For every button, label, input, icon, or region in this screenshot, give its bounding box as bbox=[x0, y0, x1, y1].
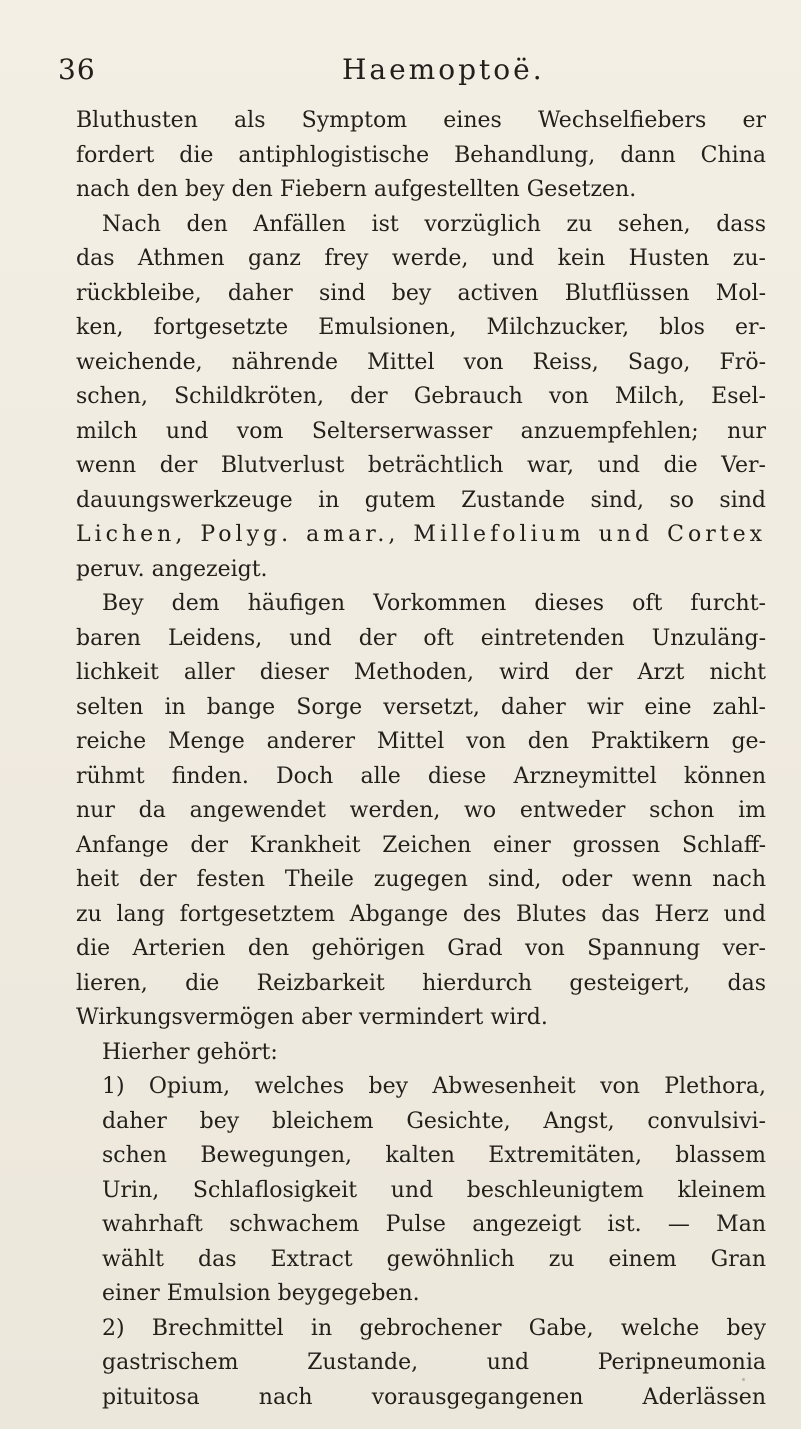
text-line: daher bey bleichem Gesichte, Angst, convulsivi- bbox=[102, 1108, 766, 1134]
text-line: Lichen, Polyg. amar., Millefolium und Cortex bbox=[76, 522, 766, 547]
text-line: lichkeit aller dieser Methoden, wird der Arzt nicht bbox=[76, 660, 766, 685]
text-line: Hierher gehört: bbox=[102, 1039, 278, 1065]
text-line: rückbleibe, daher sind bey activen Blutflüssen Mol- bbox=[76, 280, 766, 306]
running-head: Haemoptoë. bbox=[342, 53, 545, 86]
text-line: lieren, die Reizbarkeit hierdurch gesteigert, das bbox=[76, 970, 766, 996]
text-line: dauungswerkzeuge in gutem Zustande sind, so sind bbox=[76, 487, 766, 513]
text-line: die Arterien den gehörigen Grad von Spannung ver- bbox=[76, 936, 766, 961]
text-line: reiche Menge anderer Mittel von den Praktikern ge- bbox=[76, 729, 766, 754]
text-line: schen Bewegungen, kalten Extremitäten, blassem bbox=[102, 1143, 766, 1168]
text-line: einer Emulsion beygegeben. bbox=[102, 1281, 420, 1306]
text-line: wählt das Extract gewöhnlich zu einem Gran bbox=[102, 1246, 766, 1272]
text-line: selten in bange Sorge versetzt, daher wir eine zahl- bbox=[76, 694, 766, 720]
text-line: wahrhaft schwachem Pulse angezeigt ist. — Man bbox=[102, 1212, 766, 1237]
page-number: 36 bbox=[58, 53, 96, 86]
text-line: rühmt finden. Doch alle diese Arzneymittel können bbox=[76, 763, 766, 789]
text-line: schen, Schildkröten, der Gebrauch von Milch, Esel- bbox=[76, 384, 766, 409]
text-line: gastrischem Zustande, und Peripneumonia bbox=[102, 1350, 766, 1375]
text-line: peruv. angezeigt. bbox=[76, 556, 268, 582]
text-line: das Athmen ganz frey werde, und kein Husten zu- bbox=[76, 246, 766, 271]
text-line: heit der festen Theile zugegen sind, oder wenn nach bbox=[76, 867, 766, 892]
text-line: Urin, Schlaflosigkeit und beschleunigtem kleinem bbox=[102, 1177, 766, 1203]
text-line: baren Leidens, und der oft eintretenden Unzuläng- bbox=[76, 625, 766, 651]
text-line: Wirkungsvermögen aber vermindert wird. bbox=[76, 1005, 548, 1030]
text-line: 1) Opium, welches bey Abwesenheit von Plethora, bbox=[102, 1074, 766, 1099]
text-line: wenn der Blutverlust beträchtlich war, und die Ver- bbox=[76, 453, 766, 478]
text-line: Nach den Anfällen ist vorzüglich zu sehen, dass bbox=[102, 211, 766, 237]
text-line: Bey dem häufigen Vorkommen dieses oft furcht- bbox=[102, 591, 766, 616]
text-line: nur da angewendet werden, wo entweder schon im bbox=[76, 798, 766, 823]
text-line: Anfange der Krankheit Zeichen einer grossen Schlaff- bbox=[76, 832, 766, 858]
text-line: Bluthusten als Symptom eines Wechselfiebers er bbox=[76, 108, 766, 133]
text-line: zu lang fortgesetztem Abgange des Blutes das Herz und bbox=[76, 901, 766, 927]
text-line: nach den bey den Fiebern aufgestellten Gesetzen. bbox=[76, 177, 637, 202]
text-line: ken, fortgesetzte Emulsionen, Milchzucker, blos er- bbox=[76, 315, 766, 340]
text-line: milch und vom Selterserwasser anzuempfehlen; nur bbox=[76, 418, 766, 444]
paper-speck bbox=[742, 1378, 745, 1381]
text-line: 2) Brechmittel in gebrochener Gabe, welche bey bbox=[102, 1315, 766, 1341]
body-text bbox=[76, 104, 766, 1415]
text-line: weichende, nährende Mittel von Reiss, Sago, Frö- bbox=[76, 349, 766, 375]
text-line: pituitosa nach vorausgegangenen Aderlässen bbox=[102, 1384, 766, 1410]
text-line: fordert die antiphlogistische Behandlung, dann China bbox=[76, 142, 766, 168]
